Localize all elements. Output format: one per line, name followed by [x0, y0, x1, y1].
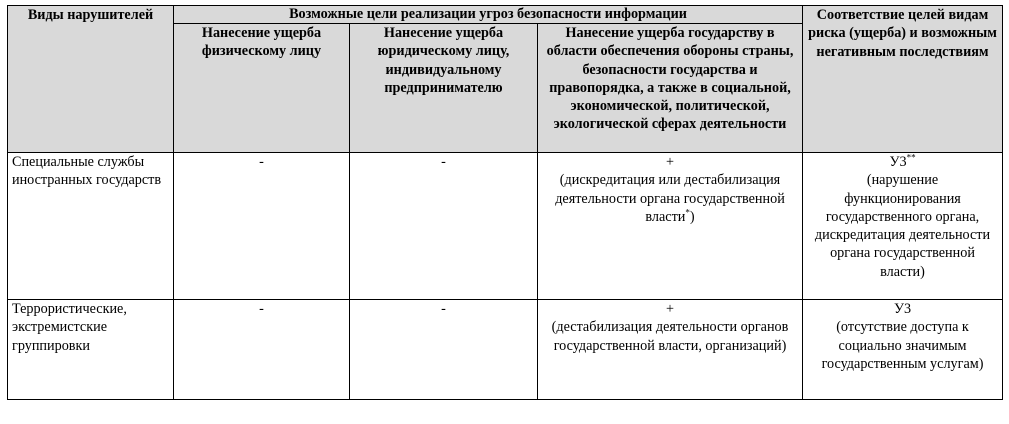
state-damage-cell [538, 300, 803, 400]
violator-kind-cell: Террористические, экстремистские группировки [8, 300, 174, 400]
risk-code: У3 [889, 154, 907, 170]
table-row [8, 153, 1003, 300]
state-damage-description: (дискредитация или дестабилизация деятельности органа государственной власти [555, 172, 785, 225]
header-threat-goals-group: Возможные цели реализации угроз безопасности информации [174, 6, 803, 24]
footnote-marker: * [685, 207, 690, 218]
state-damage-cell [538, 153, 803, 300]
risk-description: (нарушение функционирования государственного органа, дискредитация деятельности органа государственной власти) [814, 172, 991, 280]
footnote-marker: ** [906, 152, 916, 163]
header-damage-state: Нанесение ущерба государству в области обеспечения обороны страны, безопасности государства и правопорядка, а также в социальной, экономической, политической, экологической сферах деятельности [538, 24, 803, 153]
legal-damage-cell: - [350, 153, 538, 300]
header-violator-kinds: Виды нарушителей [8, 6, 174, 153]
risk-correspondence-cell [803, 153, 1003, 300]
header-damage-legal-entity: Нанесение ущерба юридическому лицу, индивидуальному предпринимателю [350, 24, 538, 153]
legal-damage-cell: - [350, 300, 538, 400]
physical-damage-cell: - [174, 153, 350, 300]
state-damage-description: (дестабилизация деятельности органов государственной власти, организаций) [551, 319, 789, 354]
header-risk-correspondence: Соответствие целей видам риска (ущерба) и возможным негативным последствиям [803, 6, 1003, 153]
threat-goals-table [7, 5, 1003, 400]
closing-paren: ) [689, 208, 695, 225]
plus-mark: + [666, 301, 675, 317]
table-row [8, 300, 1003, 400]
header-damage-physical-person: Нанесение ущерба физическому лицу [174, 24, 350, 153]
plus-mark: + [666, 154, 675, 170]
risk-code: У3 [893, 301, 912, 317]
physical-damage-cell: - [174, 300, 350, 400]
violator-kind-cell: Специальные службы иностранных государств [8, 153, 174, 300]
risk-description: (отсутствие доступа к социально значимым государственным услугам) [821, 319, 984, 372]
risk-correspondence-cell [803, 300, 1003, 400]
